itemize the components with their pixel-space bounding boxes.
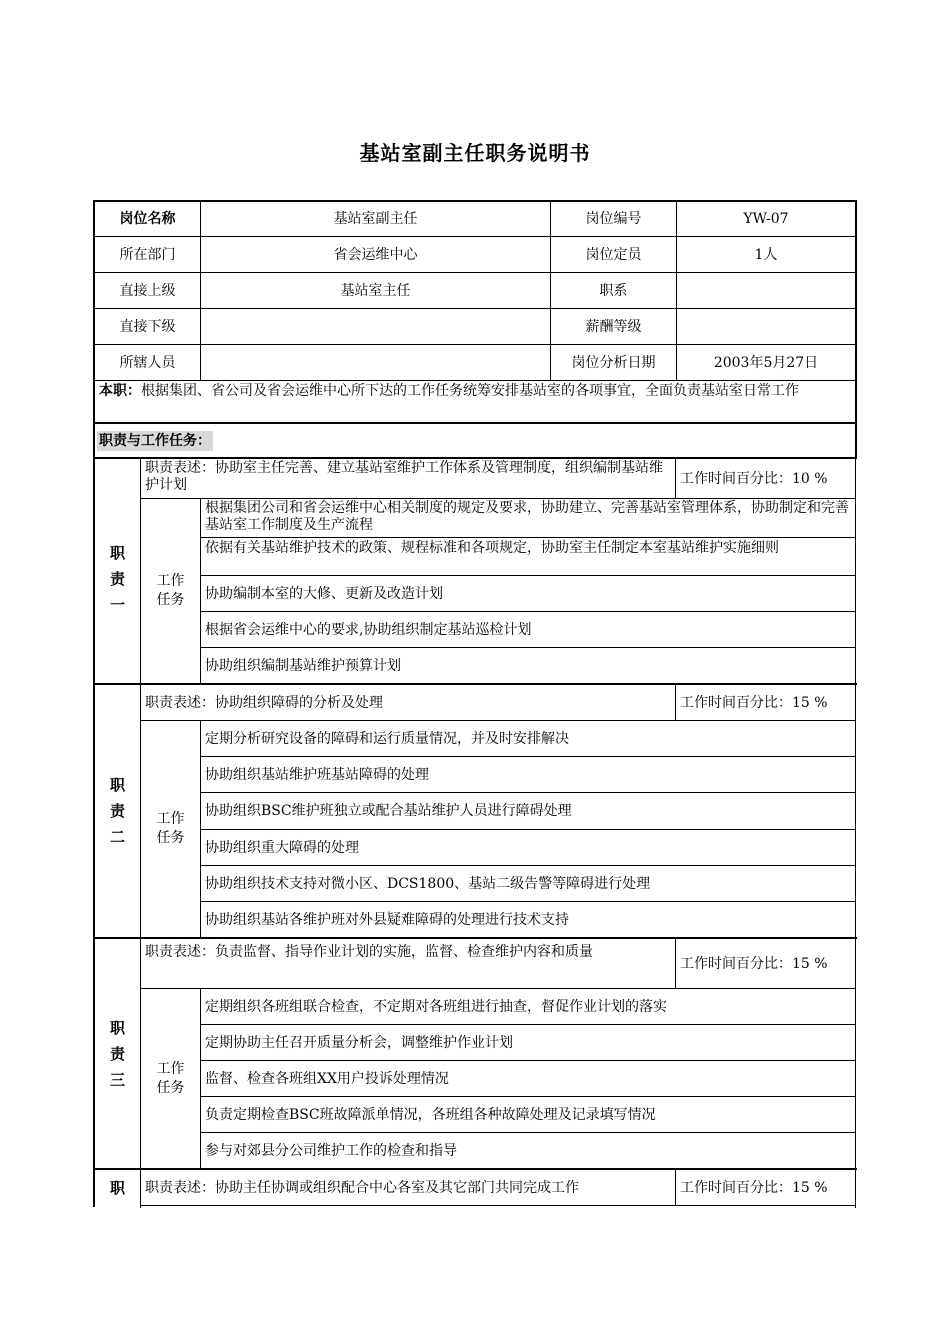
duty-2-percent: 工作时间百分比：15 % (680, 694, 828, 711)
duty-3-description: 职责表述：负责监督、指导作业计划的实施，监督、检查维护内容和质量 (145, 944, 593, 960)
label-position-code: 岗位编号 (585, 211, 642, 227)
duty-2-task-2: 协助组织基站维护班基站障碍的处理 (205, 766, 429, 783)
duty-2-task-3: 协助组织BSC维护班独立或配合基站维护人员进行障碍处理 (205, 803, 572, 819)
page-title: 基站室副主任职务说明书 (359, 141, 591, 165)
duty-1-percent: 工作时间百分比：10 % (680, 470, 828, 487)
duty-1-task-4: 根据省会运维中心的要求,协助组织制定基站巡检计划 (205, 621, 532, 638)
duty-3-task-4: 负责定期检查BSC班故障派单情况，各班组各种故障处理及记录填写情况 (205, 1106, 656, 1123)
label-headcount: 岗位定员 (585, 246, 642, 263)
value-salary-grade (677, 309, 855, 344)
duty-1-task-2: 依据有关基站维护技术的政策、规程标准和各项规定，协助室主任制定本室基站维护实施细则 (205, 540, 779, 556)
duty-3-task-1: 定期组织各班组联合检查，不定期对各班组进行抽查，督促作业计划的落实 (205, 998, 667, 1015)
duties-heading-wrap (95, 425, 395, 457)
duty-summary-label: 本职： (99, 383, 141, 399)
duty-1-description: 职责表述：协助室主任完善、建立基站室维护工作体系及管理制度，组织编制基站维护计划 (145, 460, 663, 493)
value-position-code: YW-07 (743, 211, 789, 227)
label-analysis-date: 岗位分析日期 (571, 354, 656, 371)
duty-1-task-3: 协助编制本室的大修、更新及改造计划 (205, 585, 443, 602)
value-staff (201, 345, 550, 380)
label-salary-grade: 薪酬等级 (585, 318, 642, 335)
duty-3-percent: 工作时间百分比：15 % (680, 955, 828, 972)
duty-2-task-5: 协助组织技术支持对微小区、DCS1800、基站二级告警等障碍进行处理 (205, 875, 651, 892)
duty-4-description: 职责表述：协助主任协调或组织配合中心各室及其它部门共同完成工作 (145, 1179, 579, 1196)
label-supervisor: 直接上级 (119, 282, 176, 299)
duty-summary-text: 根据集团、省公司及省会运维中心所下达的工作任务统筹安排基站室的各项事宜，全面负责基站室日常工作 (141, 383, 799, 399)
value-supervisor: 基站室主任 (340, 282, 411, 299)
duty-2-task-4: 协助组织重大障碍的处理 (205, 839, 359, 856)
value-position-name: 基站室副主任 (333, 211, 418, 227)
duty-2-task-label: 工作 任务 (156, 811, 185, 846)
duty-3-name: 职 责 三 (109, 1019, 125, 1089)
duty-1-task-1: 根据集团公司和省会运维中心相关制度的规定及要求，协助建立、完善基站室管理体系，协助制定和完善基站室工作制度及生产流程 (205, 500, 849, 533)
duty-4-percent: 工作时间百分比：15 % (680, 1179, 828, 1196)
duty-3-task-label: 工作 任务 (156, 1060, 185, 1096)
duty-summary (95, 382, 855, 422)
value-analysis-date: 2003年5月27日 (713, 354, 819, 371)
duty-2-name: 职 责 二 (109, 776, 125, 846)
label-position-name: 岗位名称 (119, 211, 176, 227)
duty-2-description: 职责表述：协助组织障碍的分析及处理 (145, 694, 383, 711)
duty-4-name: 职 (109, 1179, 125, 1197)
value-job-family (677, 273, 855, 308)
label-staff: 所辖人员 (119, 354, 176, 371)
duty-3-task-3: 监督、检查各班组XX用户投诉处理情况 (205, 1070, 449, 1087)
label-department: 所在部门 (119, 246, 176, 263)
duty-3-task-2: 定期协助主任召开质量分析会，调整维护作业计划 (205, 1034, 513, 1051)
duty-1-name: 职 责 一 (109, 544, 125, 614)
value-headcount: 1人 (754, 246, 778, 263)
duty-2-task-6: 协助组织基站各维护班对外县疑难障碍的处理进行技术支持 (205, 911, 569, 928)
value-department: 省会运维中心 (333, 246, 418, 263)
duties-heading: 职责与工作任务： (99, 433, 211, 449)
duty-1-task-label: 工作 任务 (156, 573, 185, 608)
duty-2-task-1: 定期分析研究设备的障碍和运行质量情况，并及时安排解决 (205, 730, 569, 747)
label-job-family: 职系 (599, 282, 628, 299)
label-subordinate: 直接下级 (119, 318, 176, 335)
value-subordinate (201, 309, 550, 344)
duty-3-task-5: 参与对郊县分公司维护工作的检查和指导 (205, 1142, 457, 1159)
duty-1-task-5: 协助组织编制基站维护预算计划 (205, 657, 401, 674)
